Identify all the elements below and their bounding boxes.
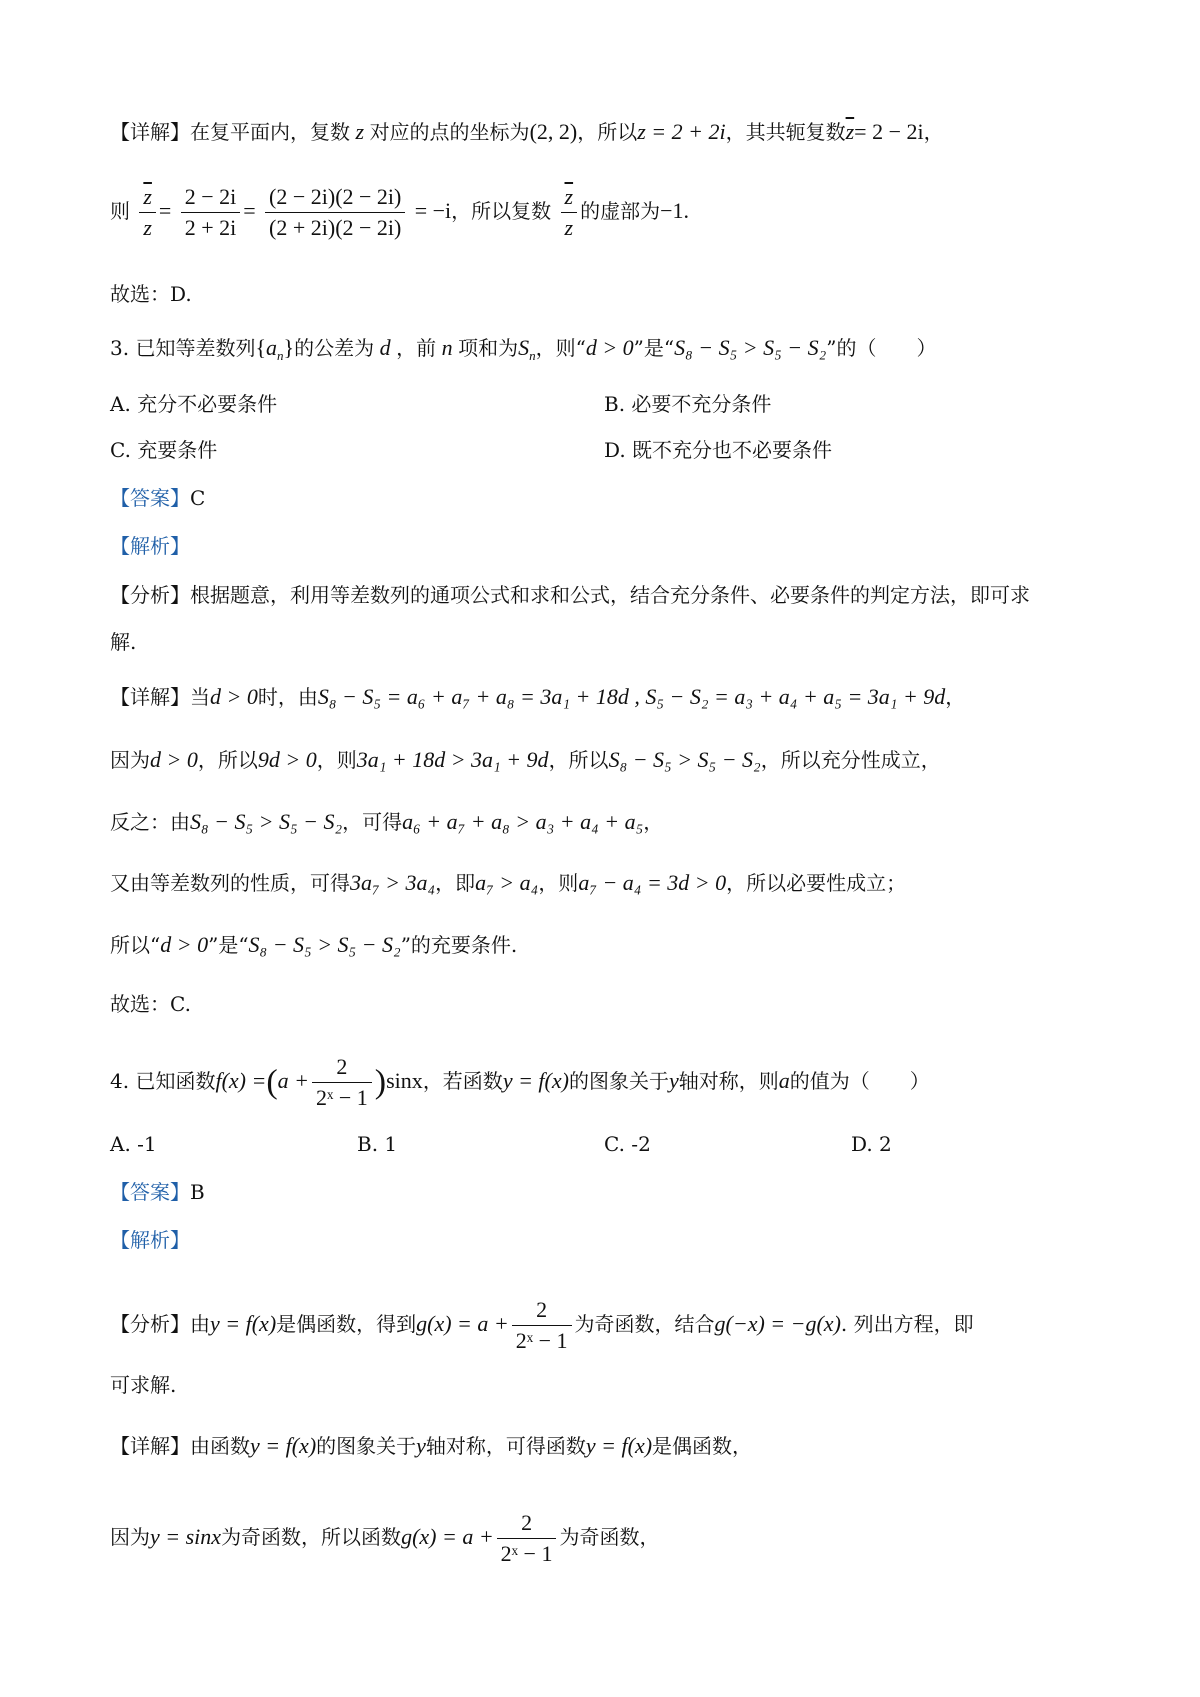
q4-option-b[interactable]: B. 1 xyxy=(357,1132,398,1156)
q3-detail-5: 所以“d > 0”是“S₈ − S₅ > S₅ − S₂”的充要条件. xyxy=(110,932,518,957)
q4-fraction-g: $\frac{2}{\text{2ˣ − 1}}$ xyxy=(512,1295,572,1356)
q4-fraction: $\frac{2}{\text{2ˣ − 1}}$ xyxy=(312,1052,372,1113)
detail-line-1: 【详解】在复平面内，复数 z 对应的点的坐标为(2, 2)，所以z = 2 + 2i，其共轭复数$\overline{z}= 2 - 2i$， xyxy=(110,119,944,144)
detail-tag: 【详解】 xyxy=(110,120,190,144)
q3-detail-1: 【详解】当d > 0时，由S₈ − S₅ = a₆ + a₇ + a₈ = 3a₁ + 18d , S₅ − S₂ = a₃ + a₄ + a₅ = 3a₁ + 9d， xyxy=(110,684,966,709)
fraction-zbar-over-z-2: $\frac{\overline{z}}{z}$ xyxy=(561,182,578,243)
q4-option-d[interactable]: D. 2 xyxy=(851,1132,892,1156)
q3-analysis-tag: 【解析】 xyxy=(110,534,190,558)
q4-detail-2: 因为y = sinx为奇函数，所以函数g(x) = a + $\frac{2}{\text{2ˣ − 1}}$ 为奇函数， xyxy=(110,1508,659,1569)
fraction-1: $\frac{2 - 2i}{2 + 2i}$ xyxy=(181,182,241,243)
q4-summary-2: 可求解. xyxy=(110,1373,177,1397)
q3-stem: 3. 已知等差数列$\{a_n\}$的公差为 d ，前 n 项和为$S_n$，则“d > 0”是“S₈ − S₅ > S₅ − S₂”的（ ） xyxy=(110,335,937,363)
q4-answer: 【答案】B xyxy=(110,1180,205,1204)
q4-stem: 4. 已知函数f(x) =(a + $\frac{2}{\text{2ˣ − 1}}$ )sinx，若函数y = f(x)的图象关于y轴对称，则a的值为（ ） xyxy=(110,1052,930,1113)
detail-line-2: 则 $\frac{\overline{z}}{z}$ = $\frac{2 - 2i}{2 + 2i}$ = $\frac{(2 - 2i)(2 - 2i)}{(2 + 2i)(2 - 2i)}$ = −i，所以复数 $\frac{\overline{z}}{z}$ 的虚部为−1. xyxy=(110,182,689,243)
q3-option-a[interactable]: A. 充分不必要条件 xyxy=(110,392,278,416)
q3-summary: 【分析】根据题意，利用等差数列的通项公式和求和公式，结合充分条件、必要条件的判定方法，即可求 xyxy=(110,583,1030,607)
fraction-2: $\frac{(2 - 2i)(2 - 2i)}{(2 + 2i)(2 - 2i)}$ xyxy=(265,182,405,243)
q3-summary-2: 解. xyxy=(110,630,137,654)
choose-d: 故选：D. xyxy=(110,282,192,306)
q3-option-b[interactable]: B. 必要不充分条件 xyxy=(604,392,772,416)
q4-fraction-g2: $\frac{2}{\text{2ˣ − 1}}$ xyxy=(497,1508,557,1569)
q3-detail-2: 因为d > 0，所以9d > 0，则3a₁ + 18d > 3a₁ + 9d，所以S₈ − S₅ > S₅ − S₂，所以充分性成立， xyxy=(110,747,941,772)
q4-detail-1: 【详解】由函数y = f(x)的图象关于y轴对称，可得函数y = f(x)是偶函数， xyxy=(110,1433,753,1458)
q3-option-c[interactable]: C. 充要条件 xyxy=(110,438,218,462)
q3-detail-3: 反之：由S₈ − S₅ > S₅ − S₂，可得a₆ + a₇ + a₈ > a₃ + a₄ + a₅， xyxy=(110,809,664,834)
q4-summary: 【分析】由y = f(x)是偶函数，得到g(x) = a + $\frac{2}{\text{2ˣ − 1}}$ 为奇函数，结合g(−x) = −g(x). 列出方程，即 xyxy=(110,1295,974,1356)
fraction-zbar-over-z: $\frac{\overline{z}}{z}$ xyxy=(139,182,156,243)
q3-answer: 【答案】C xyxy=(110,486,206,510)
q4-analysis-tag: 【解析】 xyxy=(110,1228,190,1252)
choose-c: 故选：C. xyxy=(110,992,191,1016)
q4-option-c[interactable]: C. -2 xyxy=(604,1132,651,1156)
q3-detail-4: 又由等差数列的性质，可得3a₇ > 3a₄，即a₇ > a₄，则a₇ − a₄ = 3d > 0，所以必要性成立； xyxy=(110,870,907,895)
q4-option-a[interactable]: A. -1 xyxy=(110,1132,157,1156)
q3-option-d[interactable]: D. 既不充分也不必要条件 xyxy=(604,438,833,462)
